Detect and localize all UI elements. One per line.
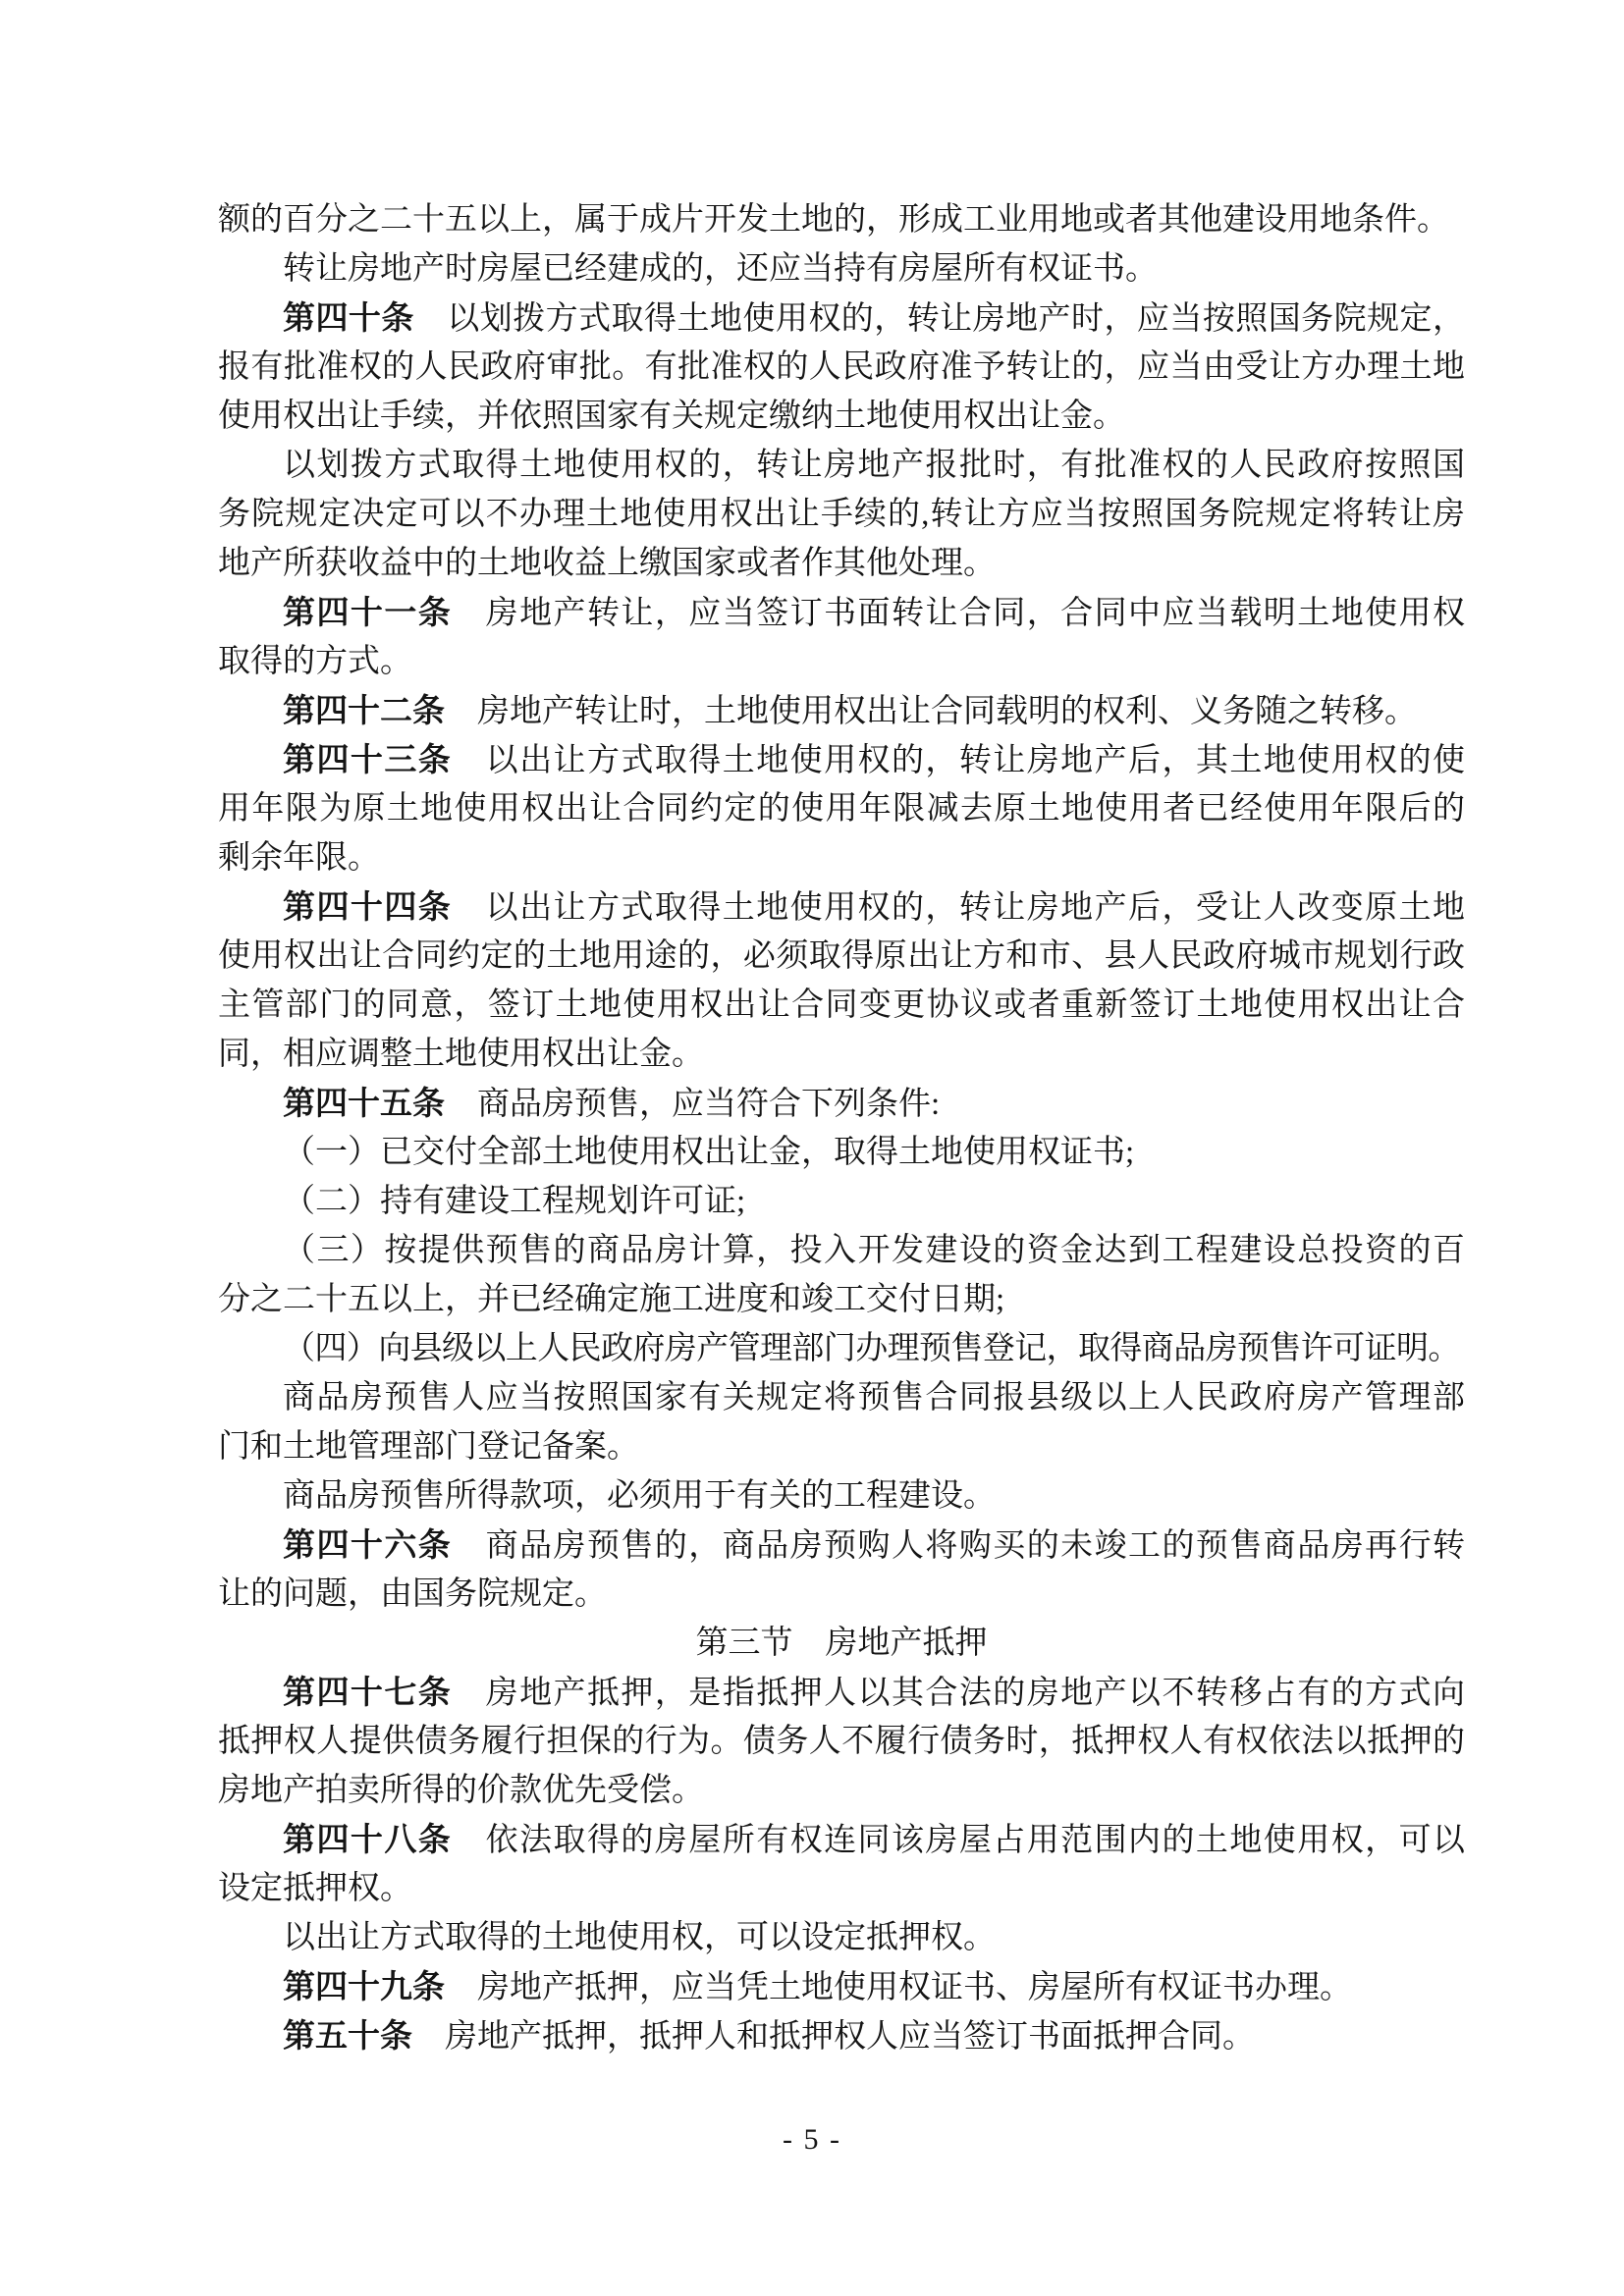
text-line: （四）向县级以上人民政府房产管理部门办理预售登记，取得商品房预售许可证明。: [283, 1331, 1460, 1366]
article-number: 第四十一条: [283, 594, 453, 630]
text-line: 使用权出让合同约定的土地用途的，必须取得原出让方和市、县人民政府城市规划行政: [218, 938, 1465, 974]
text-line: 使用权出让手续，并依照国家有关规定缴纳土地使用权出让金。: [218, 399, 1125, 434]
text-line: 同，相应调整土地使用权出让金。: [218, 1037, 704, 1072]
text-content: [218, 195, 1465, 2060]
text-line: 额的百分之二十五以上，属于成片开发土地的，形成工业用地或者其他建设用地条件。: [218, 202, 1449, 238]
text-line: 用年限为原土地使用权出让合同约定的使用年限减去原土地使用者已经使用年限后的: [218, 791, 1465, 827]
text-line: 地产所获收益中的土地收益上缴国家或者作其他处理。: [218, 546, 996, 581]
article-line: 第四十七条 房地产抵押，是指抵押人以其合法的房地产以不转移占有的方式向: [283, 1674, 1466, 1711]
text-line: 取得的方式。: [218, 644, 412, 679]
article-line: 第四十二条 房地产转让时，土地使用权出让合同载明的权利、义务随之转移。: [283, 692, 1417, 729]
article-number: 第四十条: [283, 299, 414, 336]
text-line: 门和土地管理部门登记备案。: [218, 1429, 639, 1465]
article-line: 第四十九条 房地产抵押，应当凭土地使用权证书、房屋所有权证书办理。: [283, 1968, 1352, 2005]
page-number: - 5 -: [783, 2123, 841, 2156]
text-line: （一）已交付全部土地使用权出让金，取得土地使用权证书;: [283, 1135, 1135, 1170]
article-number: 第四十七条: [283, 1674, 453, 1710]
article-number: 第四十三条: [283, 741, 453, 777]
article-line: 第四十六条 商品房预售的，商品房预购人将购买的未竣工的预售商品房再行转: [283, 1526, 1466, 1564]
article-number: 第四十九条: [283, 1968, 445, 2004]
article-number: 第五十条: [283, 2017, 412, 2054]
article-line: 第四十一条 房地产转让，应当签订书面转让合同，合同中应当载明土地使用权: [283, 594, 1466, 631]
text-line: （二）持有建设工程规划许可证;: [283, 1184, 746, 1219]
text-line: 剩余年限。: [218, 840, 380, 876]
article-line: 第五十条 房地产抵押，抵押人和抵押权人应当签订书面抵押合同。: [283, 2017, 1255, 2055]
section-heading: 第三节 房地产抵押: [695, 1626, 988, 1661]
text-line: 以出让方式取得的土地使用权，可以设定抵押权。: [283, 1920, 996, 1955]
article-line: 第四十八条 依法取得的房屋所有权连同该房屋占用范围内的土地使用权，可以: [283, 1821, 1466, 1858]
text-line: 务院规定决定可以不办理土地使用权出让手续的,转让方应当按照国务院规定将转让房: [218, 497, 1465, 532]
text-line: 分之二十五以上，并已经确定施工进度和竣工交付日期;: [218, 1282, 1005, 1317]
text-line: 转让房地产时房屋已经建成的，还应当持有房屋所有权证书。: [283, 251, 1158, 287]
text-line: 商品房预售所得款项，必须用于有关的工程建设。: [283, 1478, 996, 1514]
text-line: 报有批准权的人民政府审批。有批准权的人民政府准予转让的，应当由受让方办理土地: [218, 349, 1465, 385]
text-line: （三）按提供预售的商品房计算，投入开发建设的资金达到工程建设总投资的百: [283, 1233, 1465, 1268]
article-number: 第四十六条: [283, 1526, 453, 1563]
text-line: 商品房预售人应当按照国家有关规定将预售合同报县级以上人民政府房产管理部: [283, 1380, 1465, 1415]
article-line: 第四十五条 商品房预售，应当符合下列条件:: [283, 1085, 941, 1122]
article-line: 第四十三条 以出让方式取得土地使用权的，转让房地产后，其土地使用权的使: [283, 741, 1466, 778]
article-line: 第四十四条 以出让方式取得土地使用权的，转让房地产后，受让人改变原土地: [283, 888, 1466, 926]
text-line: 房地产拍卖所得的价款优先受偿。: [218, 1773, 704, 1808]
text-line: 主管部门的同意，签订土地使用权出让合同变更协议或者重新签订土地使用权出让合: [218, 988, 1465, 1023]
article-number: 第四十八条: [283, 1821, 453, 1857]
text-line: 设定抵押权。: [218, 1871, 412, 1906]
article-number: 第四十五条: [283, 1085, 445, 1121]
text-line: 让的问题，由国务院规定。: [218, 1576, 607, 1612]
article-number: 第四十四条: [283, 888, 453, 925]
text-line: 以划拨方式取得土地使用权的，转让房地产报批时，有批准权的人民政府按照国: [283, 448, 1465, 483]
text-line: 抵押权人提供债务履行担保的行为。债务人不履行债务时，抵押权人有权依法以抵押的: [218, 1724, 1465, 1759]
article-number: 第四十二条: [283, 692, 445, 728]
article-line: 第四十条 以划拨方式取得土地使用权的，转让房地产时，应当按照国务院规定，: [283, 299, 1466, 337]
